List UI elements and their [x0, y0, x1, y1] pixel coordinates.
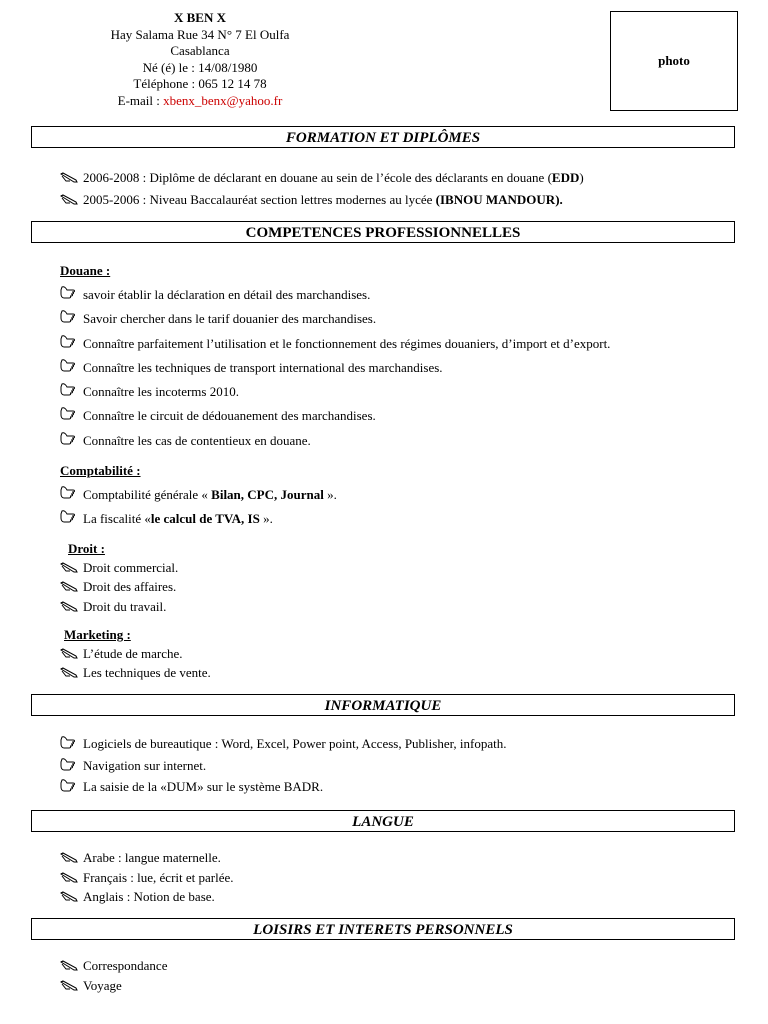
marketing-list	[60, 644, 211, 683]
email-line	[80, 93, 320, 110]
list-item: 2006-2008 : Diplôme de déclarant en douane au sein de l’école des déclarants en douane (EDD)	[60, 167, 584, 189]
pointing-hand-icon	[60, 309, 76, 323]
pen-icon	[60, 172, 78, 184]
city: Casablanca	[170, 43, 230, 58]
pen-icon	[60, 194, 78, 206]
phone: Téléphone : 065 12 14 78	[133, 76, 267, 91]
pen-icon	[60, 581, 78, 593]
section-informatique-title: INFORMATIQUE	[31, 694, 735, 716]
list-item: Arabe : langue maternelle.	[60, 848, 234, 868]
pen-icon	[60, 601, 78, 613]
list-item: Droit du travail.	[60, 597, 178, 616]
formation-list	[60, 167, 584, 211]
section-competences-title: COMPETENCES PROFESSIONNELLES	[31, 221, 735, 243]
pen-icon	[60, 667, 78, 679]
section-loisirs-title: LOISIRS ET INTERETS PERSONNELS	[31, 918, 735, 940]
photo-label: photo	[658, 53, 690, 68]
pointing-hand-icon	[60, 735, 76, 749]
subhead-droit: Droit :	[68, 541, 105, 556]
list-item: Droit des affaires.	[60, 577, 178, 596]
pointing-hand-icon	[60, 485, 76, 499]
list-item: Connaître les cas de contentieux en douane.	[60, 429, 610, 453]
informatique-list	[60, 733, 507, 798]
list-item: Anglais : Notion de base.	[60, 887, 234, 907]
pointing-hand-icon	[60, 334, 76, 348]
list-item: Navigation sur internet.	[60, 755, 507, 777]
list-item: 2005-2006 : Niveau Baccalauréat section lettres modernes au lycée (IBNOU MANDOUR).	[60, 189, 584, 211]
langue-list	[60, 848, 234, 907]
pointing-hand-icon	[60, 431, 76, 445]
list-item: Connaître les techniques de transport international des marchandises.	[60, 356, 610, 380]
address-line: Hay Salama Rue 34 N° 7 El Oulfa	[110, 26, 290, 42]
birth-date: Né (é) le : 14/08/1980	[142, 59, 258, 75]
section-formation-title: FORMATION ET DIPLÔMES	[31, 126, 735, 148]
list-item: Connaître les incoterms 2010.	[60, 380, 610, 404]
list-item: L’étude de marche.	[60, 644, 211, 663]
comptabilite-list	[60, 483, 337, 531]
list-item: Français : lue, écrit et parlée.	[60, 868, 234, 888]
list-item: Savoir chercher dans le tarif douanier des marchandises.	[60, 307, 610, 331]
pen-icon	[60, 960, 78, 972]
list-item: Connaître parfaitement l’utilisation et le fonctionnement des régimes douaniers, d’import et d’export.	[60, 332, 610, 356]
loisirs-list	[60, 956, 167, 995]
list-item: Les techniques de vente.	[60, 663, 211, 682]
candidate-name: X BEN X	[173, 10, 226, 25]
pen-icon	[60, 980, 78, 992]
droit-list	[60, 558, 178, 616]
list-item: Correspondance	[60, 956, 167, 976]
pen-icon	[60, 891, 78, 903]
list-item: Connaître le circuit de dédouanement des marchandises.	[60, 404, 610, 428]
subhead-comptabilite: Comptabilité :	[60, 463, 141, 478]
list-item: Logiciels de bureautique : Word, Excel, Power point, Access, Publisher, infopath.	[60, 733, 507, 755]
pointing-hand-icon	[60, 778, 76, 792]
list-item: La fiscalité «le calcul de TVA, IS ».	[60, 507, 337, 531]
contact-block	[80, 10, 320, 109]
pen-icon	[60, 648, 78, 660]
list-item: Droit commercial.	[60, 558, 178, 577]
list-item: savoir établir la déclaration en détail des marchandises.	[60, 283, 610, 307]
list-item: Voyage	[60, 976, 167, 996]
section-langue-title: LANGUE	[31, 810, 735, 832]
list-item: La saisie de la «DUM» sur le système BADR.	[60, 776, 507, 798]
subhead-marketing: Marketing :	[64, 627, 131, 642]
pen-icon	[60, 852, 78, 864]
pointing-hand-icon	[60, 406, 76, 420]
pen-icon	[60, 562, 78, 574]
pointing-hand-icon	[60, 285, 76, 299]
photo-placeholder	[610, 11, 738, 111]
subhead-douane: Douane :	[60, 263, 111, 278]
pointing-hand-icon	[60, 358, 76, 372]
email-link[interactable]: xbenx_benx@yahoo.fr	[163, 92, 283, 108]
pen-icon	[60, 872, 78, 884]
pointing-hand-icon	[60, 509, 76, 523]
list-item: Comptabilité générale « Bilan, CPC, Journal ».	[60, 483, 337, 507]
email-label: E-mail :	[117, 92, 164, 108]
pointing-hand-icon	[60, 382, 76, 396]
douane-list	[60, 283, 610, 453]
pointing-hand-icon	[60, 757, 76, 771]
